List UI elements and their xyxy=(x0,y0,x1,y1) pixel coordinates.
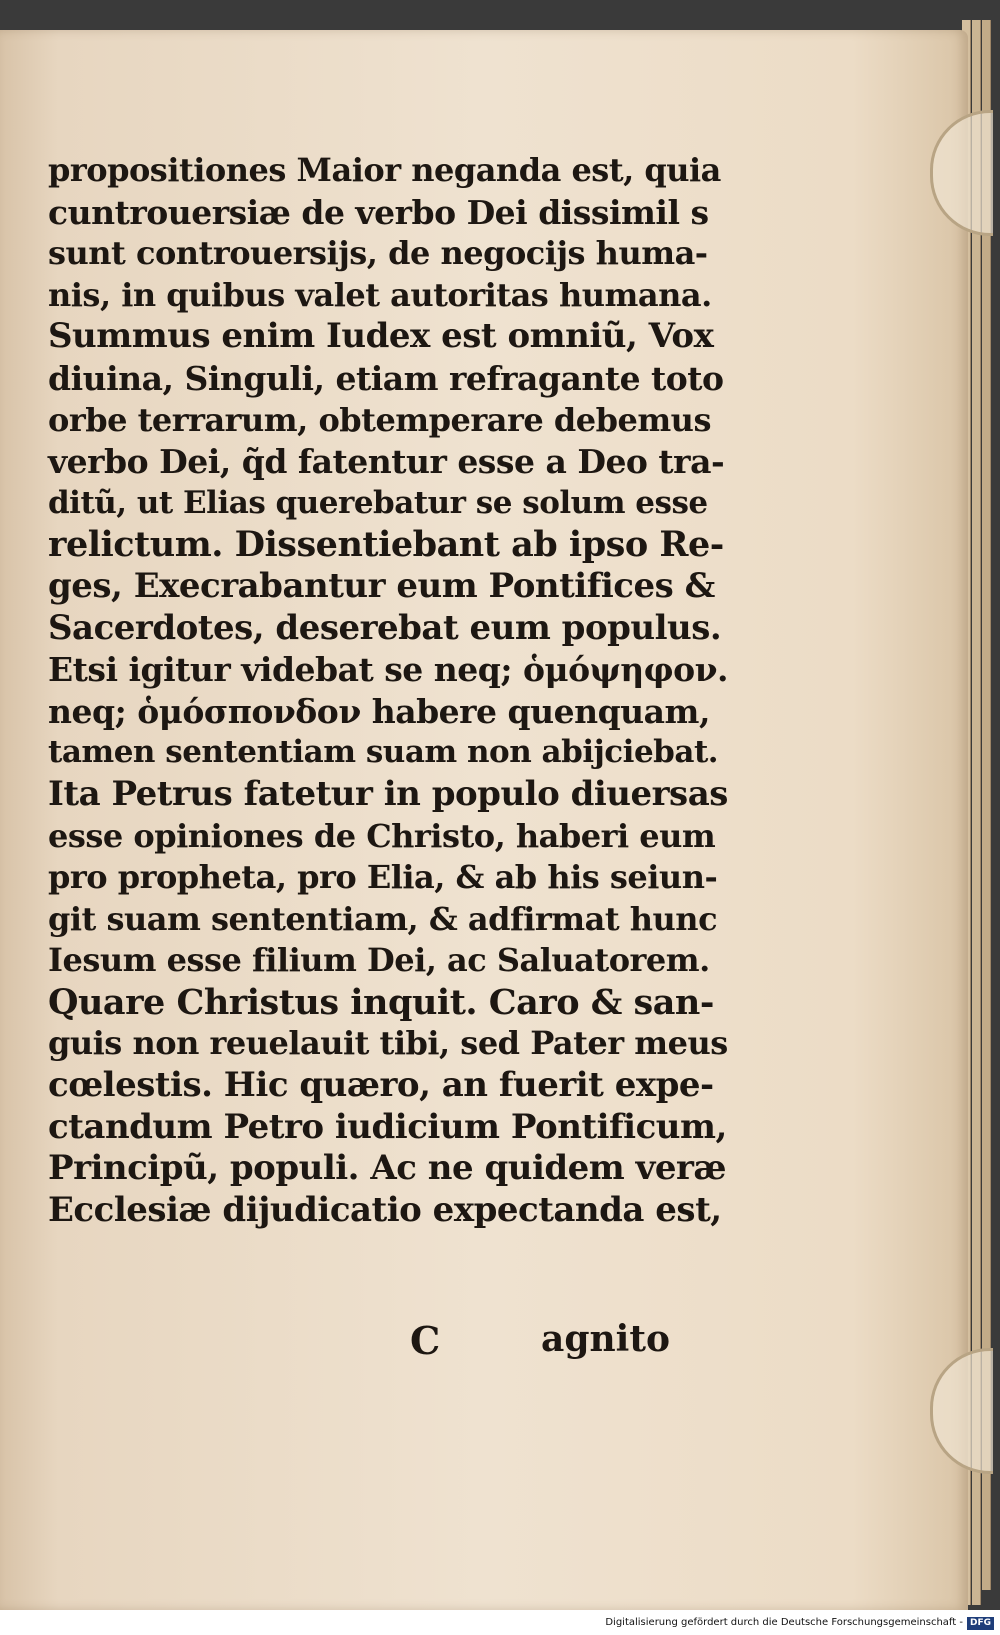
text-line: ditũ, ut Elias querebatur se solum esse xyxy=(48,484,708,521)
text-line: guis non reuelauit tibi, sed Pater meus xyxy=(48,1024,728,1063)
digitization-credit xyxy=(605,1614,994,1632)
text-line: Iesum esse filium Dei, ac Saluatorem. xyxy=(48,941,710,980)
text-line: orbe terrarum, obtemperare debemus xyxy=(48,400,711,439)
catchword: agnito xyxy=(541,1318,670,1360)
page-text xyxy=(48,150,728,1231)
text-line: ges, Execrabantur eum Pontifices & xyxy=(48,565,715,606)
signature-mark: C xyxy=(410,1318,441,1363)
text-line: neq; ὁμόσπονδον habere quenquam, xyxy=(48,691,710,731)
text-line: cuntrouersiæ de verbo Dei dissimil s xyxy=(48,192,709,232)
text-line: Ecclesiæ dijudicatio expectanda est, xyxy=(48,1189,722,1230)
dfg-logo-icon: DFG xyxy=(967,1617,994,1630)
text-line: Quare Christus inquit. Caro & san- xyxy=(48,981,714,1023)
text-line: esse opiniones de Christo, haberi eum xyxy=(48,816,716,855)
text-line: relictum. Dissentiebant ab ipso Re- xyxy=(48,524,724,566)
text-line: pro propheta, pro Elia, & ab his seiun- xyxy=(48,858,718,897)
text-line: cœlestis. Hic quæro, an fuerit expe- xyxy=(48,1065,714,1106)
text-line: git suam sententiam, & adfirmat hunc xyxy=(48,899,718,938)
text-line: Etsi igitur videbat se neq; ὁμόψηφον. xyxy=(48,650,729,690)
text-line: propositiones Maior neganda est, quia xyxy=(48,151,721,189)
text-line: verbo Dei, q̃d fatentur esse a Deo tra- xyxy=(48,442,725,482)
text-line: Sacerdotes, deserebat eum populus. xyxy=(48,607,722,648)
text-line: tamen sententiam suam non abijciebat. xyxy=(48,734,719,771)
credit-text: Digitalisierung gefördert durch die Deutsche Forschungsgemeinschaft - xyxy=(605,1617,963,1628)
text-line: Principũ, populi. Ac ne quidem veræ xyxy=(48,1148,727,1189)
page-footer xyxy=(48,1318,728,1368)
text-line: ctandum Petro iudicium Pontificum, xyxy=(48,1106,727,1147)
text-line: nis, in quibus valet autoritas humana. xyxy=(48,275,712,314)
text-line: diuina, Singuli, etiam refragante toto xyxy=(48,358,724,398)
text-line: sunt controuersijs, de negocijs huma- xyxy=(48,234,708,273)
text-line: Summus enim Iudex est omniũ, Vox xyxy=(48,316,714,357)
text-line: Ita Petrus fatetur in populo diuersas xyxy=(48,773,728,814)
